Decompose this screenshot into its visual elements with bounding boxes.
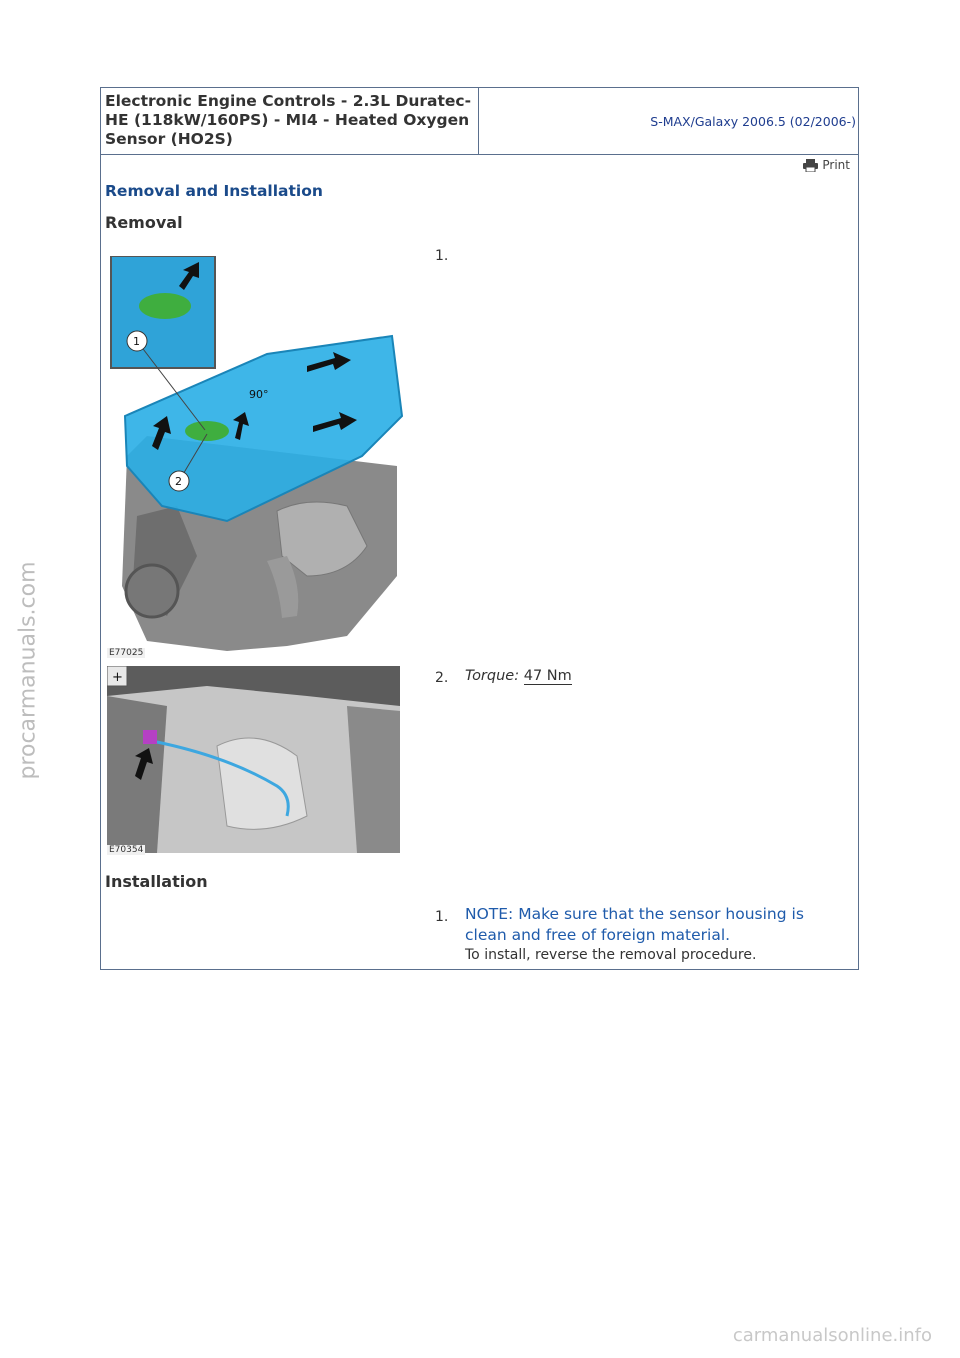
torque-label: Torque: [465, 668, 520, 684]
figure-id-e77025: E77025 [109, 648, 144, 658]
side-watermark: procarmanuals.com [15, 560, 41, 780]
figure-e70354 [107, 666, 400, 853]
section-title: Removal and Installation [105, 182, 323, 200]
footer-watermark: carmanualsonline.info [732, 1325, 932, 1346]
figure-id-e70354: E70354 [109, 845, 144, 855]
engine-cover-illustration [107, 256, 407, 658]
removal-step-1-number: 1. [435, 248, 449, 264]
installation-text: To install, reverse the removal procedure. [465, 947, 757, 963]
callout-1: 1 [133, 335, 140, 348]
installation-step-1-number: 1. [435, 909, 449, 925]
page-header [101, 88, 858, 155]
installation-note: NOTE: Make sure that the sensor housing is clean and free of foreign material. [465, 905, 804, 944]
exhaust-sensor-illustration [107, 666, 400, 853]
svg-text:+: + [112, 670, 123, 685]
print-button[interactable] [803, 158, 850, 172]
callout-2: 2 [175, 475, 182, 488]
removal-heading: Removal [105, 213, 183, 232]
removal-step-2-number: 2. [435, 670, 449, 686]
installation-heading: Installation [105, 872, 208, 891]
torque-value[interactable]: 47 Nm [523, 668, 572, 684]
model-label: S-MAX/Galaxy 2006.5 (02/2006-) [650, 113, 856, 129]
angle-label: 90° [249, 388, 269, 401]
manual-page [100, 87, 859, 970]
figure-e77025 [107, 256, 407, 658]
printer-icon [803, 159, 818, 172]
page-title: Electronic Engine Controls - 2.3L Duratec-HE (118kW/160PS) - MI4 - Heated Oxygen Sensor (HO2S) [101, 88, 479, 154]
torque-spec [465, 668, 572, 684]
print-label: Print [822, 158, 850, 172]
